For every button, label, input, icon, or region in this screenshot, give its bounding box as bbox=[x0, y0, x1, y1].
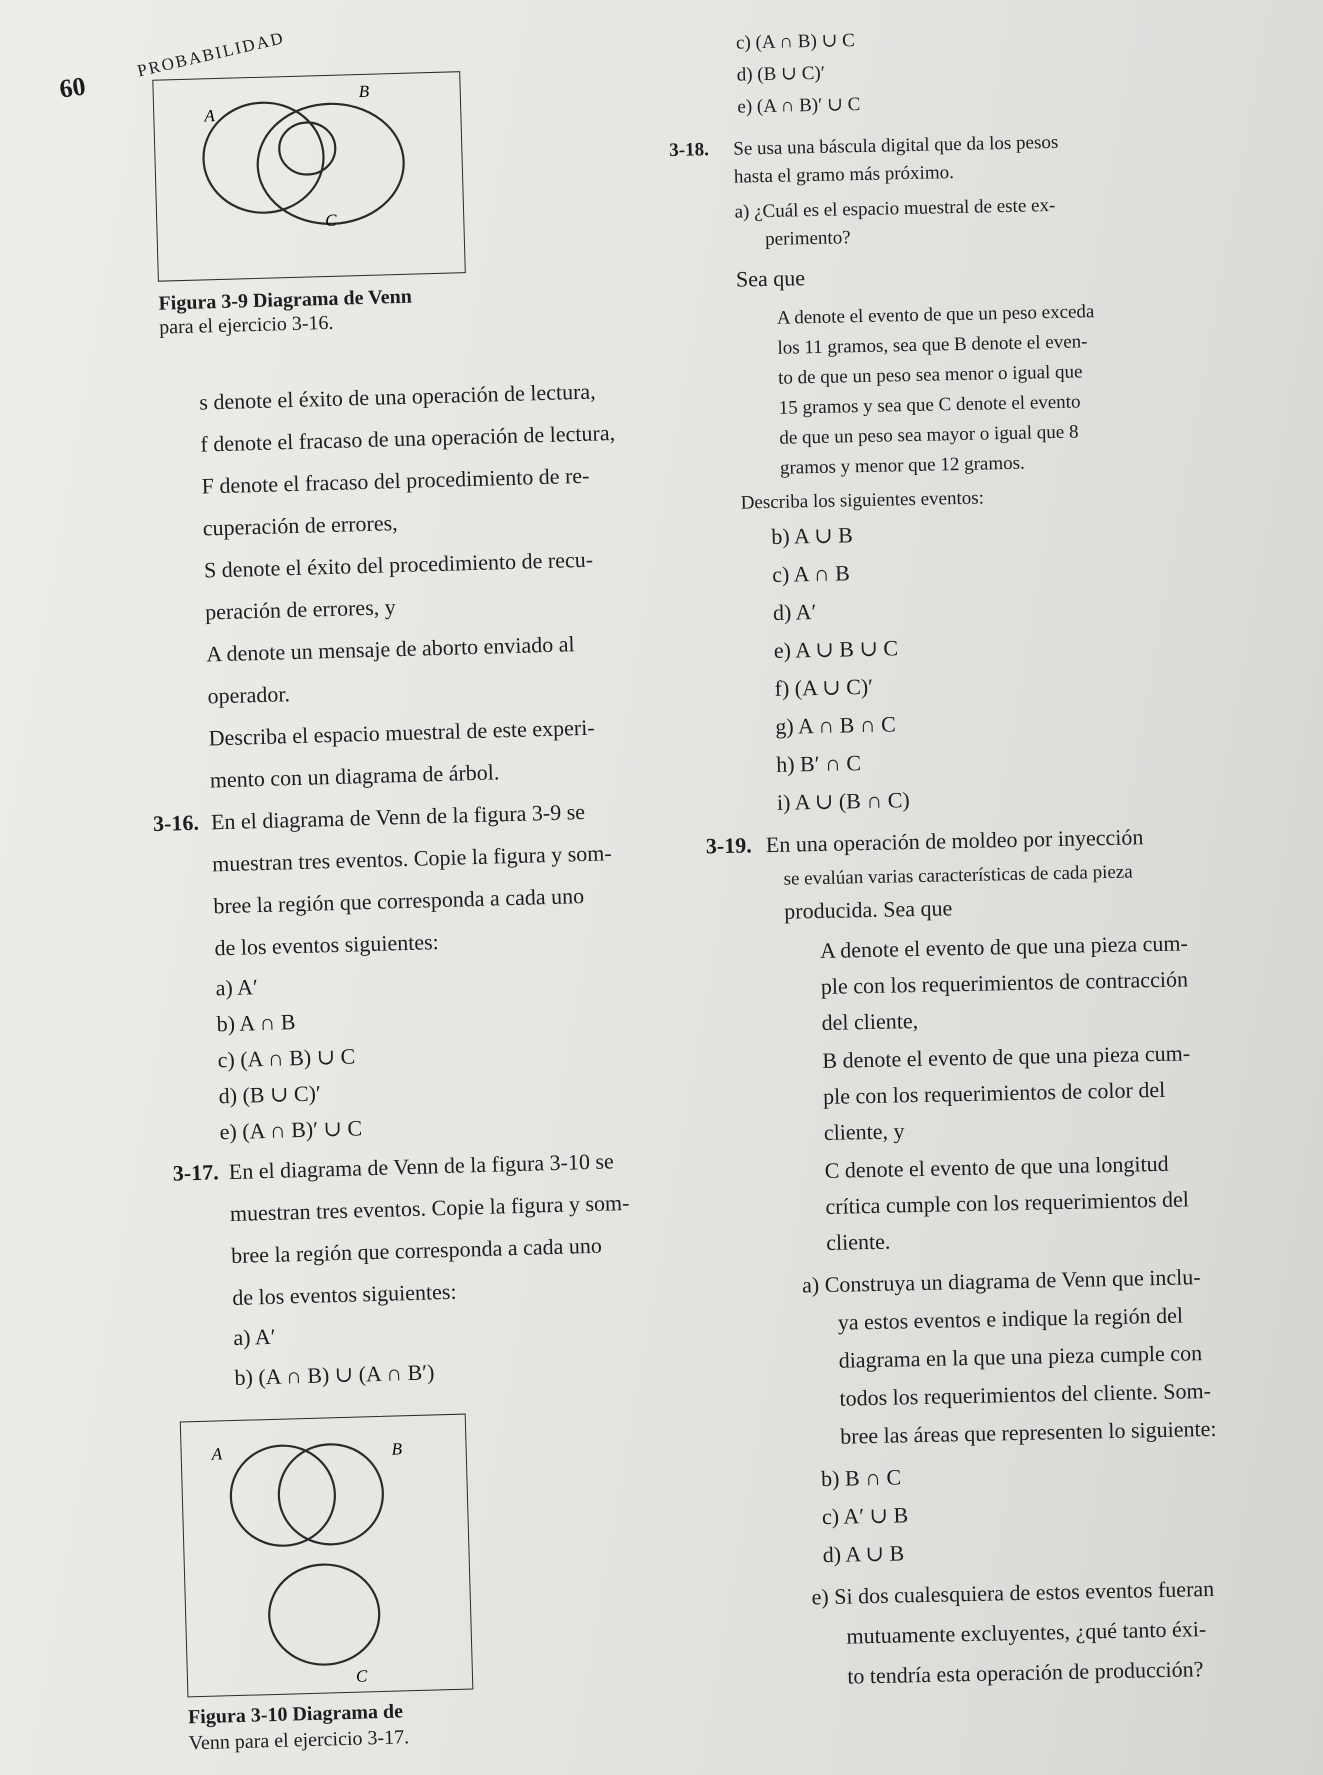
ex319-def-7: C denote el evento de que una longitud bbox=[824, 1150, 1169, 1183]
ex317-line-4: de los eventos siguientes: bbox=[231, 1278, 457, 1311]
ex318-line-1: Se usa una báscula digital que da los pesos bbox=[733, 131, 1059, 160]
line-mento: mento con un diagrama de árbol. bbox=[209, 759, 500, 793]
ex319-def-4: B denote el evento de que una pieza cum- bbox=[822, 1040, 1191, 1074]
ex319-line-2: se evalúan varias características de cada pieza bbox=[783, 861, 1133, 890]
figure-3-9-caption-2: para el ejercicio 3-16. bbox=[158, 311, 334, 339]
ex318-item-h: h) B′ ∩ C bbox=[775, 750, 862, 777]
ex319-a-3: diagrama en la que una pieza cumple con bbox=[838, 1340, 1203, 1373]
ex318-def-5: de que un peso sea mayor o igual que 8 bbox=[779, 421, 1079, 449]
ex318-item-i: i) A ∪ (B ∩ C) bbox=[776, 787, 910, 815]
ex318-def-2: los 11 gramos, sea que B denote el even- bbox=[777, 331, 1088, 359]
exercise-3-16-number: 3-16. bbox=[152, 809, 200, 837]
ex316-line-1: En el diagrama de Venn de la figura 3-9 se bbox=[210, 798, 586, 835]
line-operador: operador. bbox=[207, 681, 291, 709]
ex317-line-2: muestran tres eventos. Copie la figura y som- bbox=[229, 1189, 630, 1227]
line-f-denote: f denote el fracaso de una operación de lectura, bbox=[200, 420, 616, 457]
ex319-line-3: producida. Sea que bbox=[783, 895, 953, 924]
label-c: C bbox=[355, 1666, 368, 1686]
running-title: PROBABILIDAD bbox=[135, 28, 287, 81]
ex316-line-3: bree la región que corresponda a cada uno bbox=[213, 883, 585, 919]
figure-3-10-caption-2: Venn para el ejercicio 3-17. bbox=[188, 1726, 410, 1755]
ex316-item-a: a) A′ bbox=[215, 974, 259, 1001]
label-a: A bbox=[211, 1444, 223, 1464]
ex316-line-4: de los eventos siguientes: bbox=[214, 929, 440, 961]
top-item-d: d) (B ∪ C)′ bbox=[736, 62, 826, 86]
ex319-line-1: En una operación de moldeo por inyección bbox=[765, 824, 1144, 858]
ex316-item-e: e) (A ∩ B)′ ∪ C bbox=[219, 1115, 363, 1145]
line-describa: Describa el espacio muestral de este experi- bbox=[208, 714, 595, 751]
ex318-def-3: to de que un peso sea menor o igual que bbox=[777, 361, 1083, 389]
ex319-item-d: d) A ∪ B bbox=[822, 1540, 905, 1568]
exercise-3-19-number: 3-19. bbox=[705, 832, 752, 859]
label-c: C bbox=[325, 210, 337, 230]
ex318-def-1: A denote el evento de que un peso exceda bbox=[776, 301, 1095, 329]
ex319-def-2: ple con los requerimientos de contracción bbox=[820, 966, 1189, 1000]
line-S-denote: S denote el éxito del procedimiento de recu- bbox=[203, 546, 594, 583]
ex319-e-3: to tendría esta operación de producción? bbox=[847, 1656, 1204, 1689]
top-item-c: c) (A ∩ B) ∪ C bbox=[735, 30, 856, 54]
top-item-e: e) (A ∩ B)′ ∪ C bbox=[737, 94, 861, 118]
ex316-line-2: muestran tres eventos. Copie la figura y som- bbox=[211, 840, 612, 877]
ex319-def-1: A denote el evento de que una pieza cum- bbox=[819, 930, 1189, 964]
ex319-a-2: ya estos eventos e indique la región del bbox=[837, 1302, 1184, 1335]
ex319-e-2: mutuamente excluyentes, ¿qué tanto éxi- bbox=[846, 1616, 1207, 1649]
ex319-def-8: crítica cumple con los requerimientos del bbox=[825, 1186, 1190, 1219]
ex318-a-2: perimento? bbox=[764, 227, 851, 251]
ex316-item-c: c) (A ∩ B) ∪ C bbox=[217, 1043, 356, 1073]
line-peracion: peración de errores, y bbox=[204, 594, 397, 625]
line-F-denote: F denote el fracaso del procedimiento de re- bbox=[201, 462, 590, 499]
label-b: B bbox=[391, 1439, 403, 1459]
label-a: A bbox=[204, 106, 215, 126]
ex316-item-d: d) (B ∪ C)′ bbox=[218, 1080, 322, 1109]
exercise-3-18-number: 3-18. bbox=[669, 139, 710, 162]
ex318-def-6: gramos y menor que 12 gramos. bbox=[779, 452, 1025, 479]
ex317-item-b: b) (A ∩ B) ∪ (A ∩ B′) bbox=[234, 1359, 435, 1390]
ex317-item-a: a) A′ bbox=[233, 1323, 276, 1350]
ex318-a-1: a) ¿Cuál es el espacio muestral de este ex- bbox=[734, 194, 1056, 223]
line-recuperacion: cuperación de errores, bbox=[202, 510, 398, 541]
ex319-a-5: bree las áreas que representen lo siguiente: bbox=[840, 1415, 1217, 1449]
ex319-e-1: e) Si dos cualesquiera de estos eventos fueran bbox=[811, 1575, 1215, 1610]
ex318-item-e: e) A ∪ B ∪ C bbox=[773, 635, 899, 663]
ex318-item-g: g) A ∩ B ∩ C bbox=[775, 711, 897, 739]
caption-line-1: Figura 3-9 Diagrama de Venn bbox=[158, 285, 413, 315]
line-s-denote: s denote el éxito de una operación de lectura, bbox=[198, 378, 596, 415]
ex318-item-d: d) A′ bbox=[772, 599, 817, 625]
ex319-a-1: a) Construya un diagrama de Venn que inclu- bbox=[801, 1264, 1201, 1298]
ex318-item-c: c) A ∩ B bbox=[771, 560, 851, 587]
page-number: 60 bbox=[57, 71, 88, 104]
caption-line-1: Figura 3-10 Diagrama de bbox=[187, 1700, 404, 1729]
ex318-def-4: 15 gramos y sea que C denote el evento bbox=[778, 391, 1081, 419]
ex317-line-3: bree la región que corresponda a cada uno bbox=[230, 1232, 603, 1269]
ex319-item-c: c) A′ ∪ B bbox=[821, 1502, 909, 1530]
ex319-a-4: todos los requerimientos del cliente. Som- bbox=[839, 1377, 1212, 1411]
ex319-def-6: cliente, y bbox=[823, 1118, 905, 1145]
line-A-denote: A denote un mensaje de aborto enviado al bbox=[205, 631, 575, 667]
ex318-describe: Describa los siguientes eventos: bbox=[740, 487, 985, 514]
ex319-def-9: cliente. bbox=[825, 1228, 891, 1255]
exercise-3-17-number: 3-17. bbox=[172, 1159, 219, 1186]
label-b: B bbox=[358, 81, 370, 102]
ex318-item-f: f) (A ∪ C)′ bbox=[774, 673, 874, 701]
ex318-line-2: hasta el gramo más próximo. bbox=[733, 162, 955, 188]
ex318-sea-que: Sea que bbox=[735, 265, 806, 292]
ex319-def-5: ple con los requerimientos de color del bbox=[822, 1076, 1166, 1109]
ex319-item-b: b) B ∩ C bbox=[820, 1464, 902, 1492]
ex318-item-b: b) A ∪ B bbox=[771, 522, 854, 549]
ex319-def-3: del cliente, bbox=[821, 1007, 919, 1036]
ex316-item-b: b) A ∩ B bbox=[216, 1009, 296, 1037]
ex317-line-1: En el diagrama de Venn de la figura 3-10 se bbox=[228, 1148, 615, 1185]
